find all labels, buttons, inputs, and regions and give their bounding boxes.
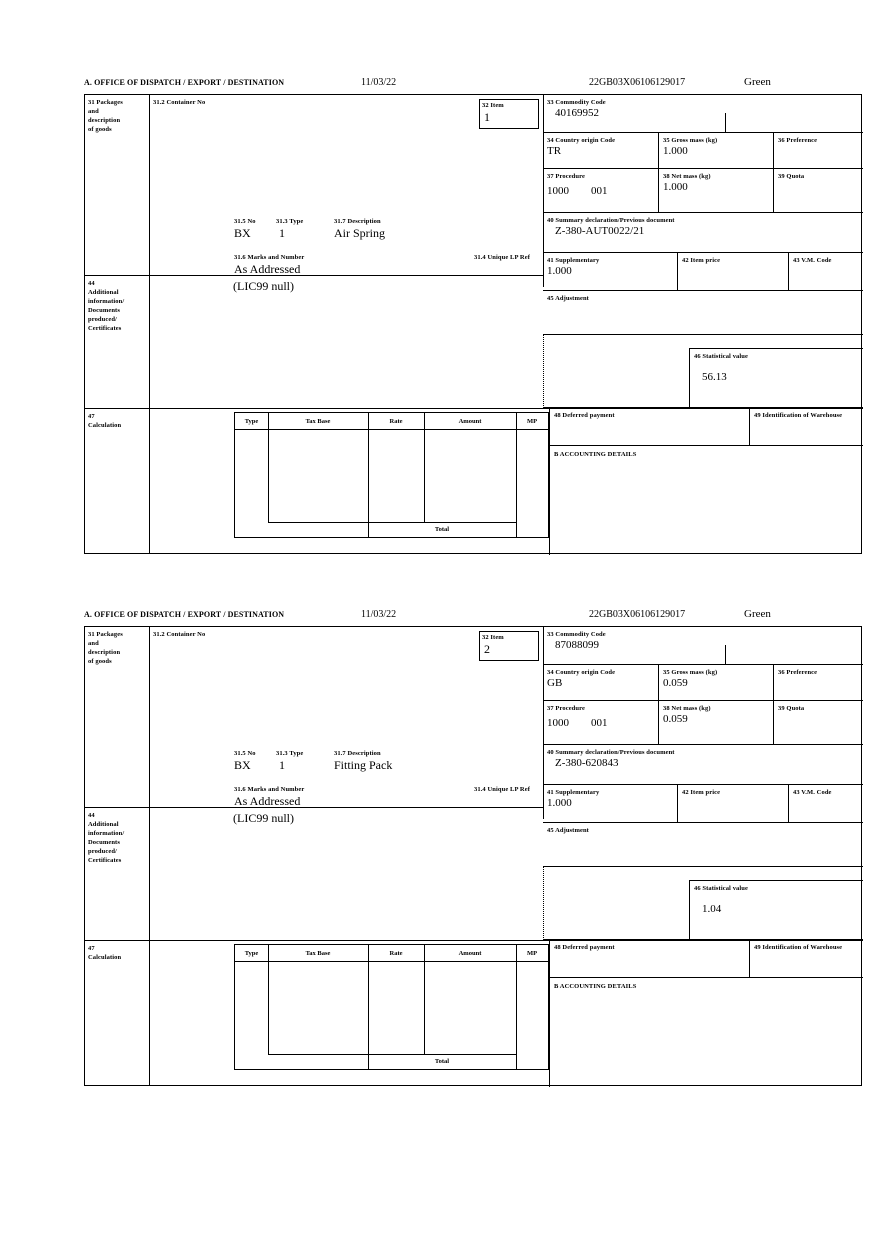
marks-label-2: 31.6 Marks and Number [234, 786, 305, 793]
preference-label-2: 36 Preference [778, 669, 818, 676]
calculation-header-row-2 [235, 945, 548, 962]
calc-divider-2 [368, 413, 369, 537]
commodity-code-label-2: 33 Commodity Code [547, 631, 606, 638]
net-mass-field [658, 169, 773, 213]
packages-label-line3-2: description [88, 649, 121, 656]
package-type-value-2: 1 [279, 758, 285, 772]
route-status: Green [744, 76, 771, 88]
declaration-sheet-2 [84, 610, 862, 1086]
country-origin-field-2 [543, 665, 658, 701]
unique-lp-ref-label-2: 31.4 Unique LP Ref [474, 786, 530, 793]
net-mass-label-2: 38 Net mass (kg) [663, 705, 711, 712]
calc-total-rule [268, 522, 516, 523]
calc-divider-4 [516, 413, 517, 537]
additional-label-line1: 44 [88, 280, 95, 287]
adjustment-label-2: 45 Adjustment [547, 827, 589, 834]
item-price-label: 42 Item price [682, 257, 721, 264]
adjustment-field [543, 291, 863, 335]
office-of-dispatch-label-2: A. OFFICE OF DISPATCH / EXPORT / DESTINATION [84, 610, 285, 619]
additional-label-line6: Certificates [88, 325, 122, 332]
item-no-field [479, 99, 539, 129]
accounting-details-label-2: B ACCOUNTING DETAILS [554, 983, 637, 990]
package-no-label: 31.5 No [234, 218, 256, 225]
item-price-label-2: 42 Item price [682, 789, 721, 796]
packages-label-line2: and [88, 108, 99, 115]
procedure-additional-value: 001 [591, 185, 608, 197]
additional-info-value: (LIC99 null) [233, 279, 294, 293]
package-description-value: Air Spring [334, 226, 385, 240]
package-description-value-2: Fitting Pack [334, 758, 393, 772]
additional-info-field [149, 275, 543, 408]
col-type-header-2: Type [244, 950, 259, 957]
statistical-value-field [689, 348, 863, 408]
country-origin-value-2: GB [547, 677, 563, 689]
statistical-value-block-2 [543, 867, 863, 940]
item-no-value: 1 [484, 110, 490, 124]
packages-label-block [85, 95, 149, 275]
identification-warehouse-label-2: 49 Identification of Warehouse [754, 944, 843, 951]
package-type-label-2: 31.3 Type [276, 750, 304, 757]
package-description-label: 31.7 Description [334, 218, 381, 225]
vm-code-field-2 [788, 785, 863, 823]
summary-declaration-label-2: 40 Summary declaration/Previous document [547, 749, 675, 756]
packages-label-line3: description [88, 117, 121, 124]
gross-mass-value-2: 0.059 [663, 677, 688, 689]
procedure-code-value: 1000 [547, 185, 569, 197]
deferred-payment-field [549, 408, 749, 446]
calc-total-rule-2 [268, 1054, 516, 1055]
identification-warehouse-field [749, 408, 863, 446]
adjustment-label: 45 Adjustment [547, 295, 589, 302]
declaration-box-2 [84, 626, 862, 1086]
supplementary-field [543, 253, 677, 291]
packages-label-line1: 31 Packages [88, 99, 123, 106]
movement-reference-number-2: 22GB03X06106129017 [589, 609, 686, 620]
country-origin-label: 34 Country origin Code [547, 137, 616, 144]
commodity-code-subdivider [725, 113, 726, 133]
additional-label-line1-2: 44 [88, 812, 95, 819]
vm-code-label-2: 43 V.M. Code [793, 789, 832, 796]
statistical-value-block [543, 335, 863, 408]
declaration-box-1 [84, 94, 862, 554]
supplementary-label: 41 Supplementary [547, 257, 600, 264]
package-description-label-2: 31.7 Description [334, 750, 381, 757]
package-type-label: 31.3 Type [276, 218, 304, 225]
col-taxbase-header-2: Tax Base [305, 950, 331, 957]
deferred-payment-label-2: 48 Deferred payment [554, 944, 615, 951]
country-origin-field [543, 133, 658, 169]
package-no-value-2: BX [234, 758, 251, 772]
additional-info-label-block [85, 275, 149, 408]
packages-label-line4: of goods [88, 126, 112, 133]
gross-mass-field-2 [658, 665, 773, 701]
package-no-value: BX [234, 226, 251, 240]
col-mp-header-2: MP [526, 950, 538, 957]
package-detail-headers [234, 217, 544, 245]
net-mass-field-2 [658, 701, 773, 745]
vm-code-label: 43 V.M. Code [793, 257, 832, 264]
additional-label-line6-2: Certificates [88, 857, 122, 864]
calculation-label-block-2 [85, 940, 149, 1087]
additional-label-line2: Additional [88, 289, 119, 296]
statistical-value-label-2: 46 Statistical value [694, 885, 748, 892]
declaration-sheet-1 [84, 78, 862, 554]
calc-divider-2-2 [368, 945, 369, 1069]
supplementary-value-2: 1.000 [547, 797, 572, 809]
preference-label: 36 Preference [778, 137, 818, 144]
quota-label: 39 Quota [778, 173, 805, 180]
packages-label-line2-2: and [88, 640, 99, 647]
procedure-label: 37 Procedure [547, 173, 585, 180]
deferred-payment-label: 48 Deferred payment [554, 412, 615, 419]
summary-declaration-value: Z-380-AUT0022/21 [555, 225, 645, 237]
col-amount-header: Amount [458, 418, 482, 425]
total-label: Total [434, 526, 450, 533]
col-taxbase-header: Tax Base [305, 418, 331, 425]
packages-label-block-2 [85, 627, 149, 807]
declaration-date-2: 11/03/22 [361, 609, 397, 620]
additional-info-value-2: (LIC99 null) [233, 811, 294, 825]
col-rate-header-2: Rate [389, 950, 403, 957]
gross-mass-value: 1.000 [663, 145, 688, 157]
procedure-field-2 [543, 701, 658, 745]
item-no-label: 32 Item [482, 102, 504, 109]
unique-lp-ref-label: 31.4 Unique LP Ref [474, 254, 530, 261]
summary-declaration-field [543, 213, 863, 253]
sheet-header-2 [84, 610, 862, 626]
calculation-label-line1: 47 [88, 413, 95, 420]
calc-divider-4-2 [516, 945, 517, 1069]
commodity-code-field-2 [543, 627, 863, 665]
summary-declaration-label: 40 Summary declaration/Previous document [547, 217, 675, 224]
total-label-2: Total [434, 1058, 450, 1065]
supplementary-label-2: 41 Supplementary [547, 789, 600, 796]
preference-field [773, 133, 863, 169]
movement-reference-number: 22GB03X06106129017 [589, 77, 686, 88]
summary-declaration-field-2 [543, 745, 863, 785]
identification-warehouse-label: 49 Identification of Warehouse [754, 412, 843, 419]
packages-label-line1-2: 31 Packages [88, 631, 123, 638]
calc-divider-1 [268, 413, 269, 522]
accounting-details-field-2 [549, 978, 863, 1087]
calc-divider-1-2 [268, 945, 269, 1054]
statistical-dotted-divider [543, 335, 544, 408]
calc-divider-3-2 [424, 945, 425, 1054]
additional-label-line4-2: Documents [88, 839, 120, 846]
net-mass-label: 38 Net mass (kg) [663, 173, 711, 180]
commodity-code-subdivider-2 [725, 645, 726, 665]
accounting-details-label: B ACCOUNTING DETAILS [554, 451, 637, 458]
package-no-label-2: 31.5 No [234, 750, 256, 757]
commodity-code-label: 33 Commodity Code [547, 99, 606, 106]
item-no-field-2 [479, 631, 539, 661]
supplementary-value: 1.000 [547, 265, 572, 277]
additional-label-line5: produced/ [88, 316, 117, 323]
statistical-value-field-2 [689, 880, 863, 940]
calculation-table [234, 412, 549, 538]
gross-mass-label: 35 Gross mass (kg) [663, 137, 718, 144]
package-detail-headers-2 [234, 749, 544, 777]
col-mp-header: MP [526, 418, 538, 425]
country-origin-label-2: 34 Country origin Code [547, 669, 616, 676]
calculation-label-block [85, 408, 149, 555]
procedure-field [543, 169, 658, 213]
col-rate-header: Rate [389, 418, 403, 425]
calculation-header-row [235, 413, 548, 430]
item-price-field-2 [677, 785, 788, 823]
deferred-payment-field-2 [549, 940, 749, 978]
statistical-dotted-divider-2 [543, 867, 544, 940]
quota-field [773, 169, 863, 213]
item-no-value-2: 2 [484, 642, 490, 656]
net-mass-value: 1.000 [663, 181, 688, 193]
commodity-code-value-2: 87088099 [555, 639, 599, 651]
supplementary-field-2 [543, 785, 677, 823]
marks-value: As Addressed [234, 262, 301, 276]
calc-divider-3 [424, 413, 425, 522]
declaration-date: 11/03/22 [361, 77, 397, 88]
office-of-dispatch-label: A. OFFICE OF DISPATCH / EXPORT / DESTINATION [84, 78, 285, 87]
col-amount-header-2: Amount [458, 950, 482, 957]
calculation-label-line2: Calculation [88, 422, 122, 429]
procedure-label-2: 37 Procedure [547, 705, 585, 712]
calculation-label-line1-2: 47 [88, 945, 95, 952]
sheet-header-1 [84, 78, 862, 94]
additional-label-line3: information/ [88, 298, 125, 305]
item-no-label-2: 32 Item [482, 634, 504, 641]
procedure-additional-value-2: 001 [591, 717, 608, 729]
gross-mass-label-2: 35 Gross mass (kg) [663, 669, 718, 676]
net-mass-value-2: 0.059 [663, 713, 688, 725]
route-status-2: Green [744, 608, 771, 620]
commodity-code-value: 40169952 [555, 107, 599, 119]
item-price-field [677, 253, 788, 291]
gross-mass-field [658, 133, 773, 169]
marks-label: 31.6 Marks and Number [234, 254, 305, 261]
additional-info-label-block-2 [85, 807, 149, 940]
accounting-details-field [549, 446, 863, 555]
col-type-header: Type [244, 418, 259, 425]
country-origin-value: TR [547, 145, 562, 157]
vm-code-field [788, 253, 863, 291]
marks-value-2: As Addressed [234, 794, 301, 808]
container-no-label: 31.2 Container No [153, 99, 206, 106]
statistical-value-label: 46 Statistical value [694, 353, 748, 360]
container-no-label-2: 31.2 Container No [153, 631, 206, 638]
procedure-code-value-2: 1000 [547, 717, 569, 729]
statistical-value-value: 56.13 [702, 371, 727, 383]
summary-declaration-value-2: Z-380-620843 [555, 757, 619, 769]
quota-field-2 [773, 701, 863, 745]
package-type-value: 1 [279, 226, 285, 240]
additional-label-line3-2: information/ [88, 830, 125, 837]
packages-label-line4-2: of goods [88, 658, 112, 665]
calculation-label-line2-2: Calculation [88, 954, 122, 961]
commodity-code-field [543, 95, 863, 133]
preference-field-2 [773, 665, 863, 701]
adjustment-field-2 [543, 823, 863, 867]
quota-label-2: 39 Quota [778, 705, 805, 712]
identification-warehouse-field-2 [749, 940, 863, 978]
additional-label-line5-2: produced/ [88, 848, 117, 855]
calculation-table-2 [234, 944, 549, 1070]
additional-label-line2-2: Additional [88, 821, 119, 828]
additional-label-line4: Documents [88, 307, 120, 314]
additional-info-field-2 [149, 807, 543, 940]
statistical-value-value-2: 1.04 [702, 903, 722, 915]
